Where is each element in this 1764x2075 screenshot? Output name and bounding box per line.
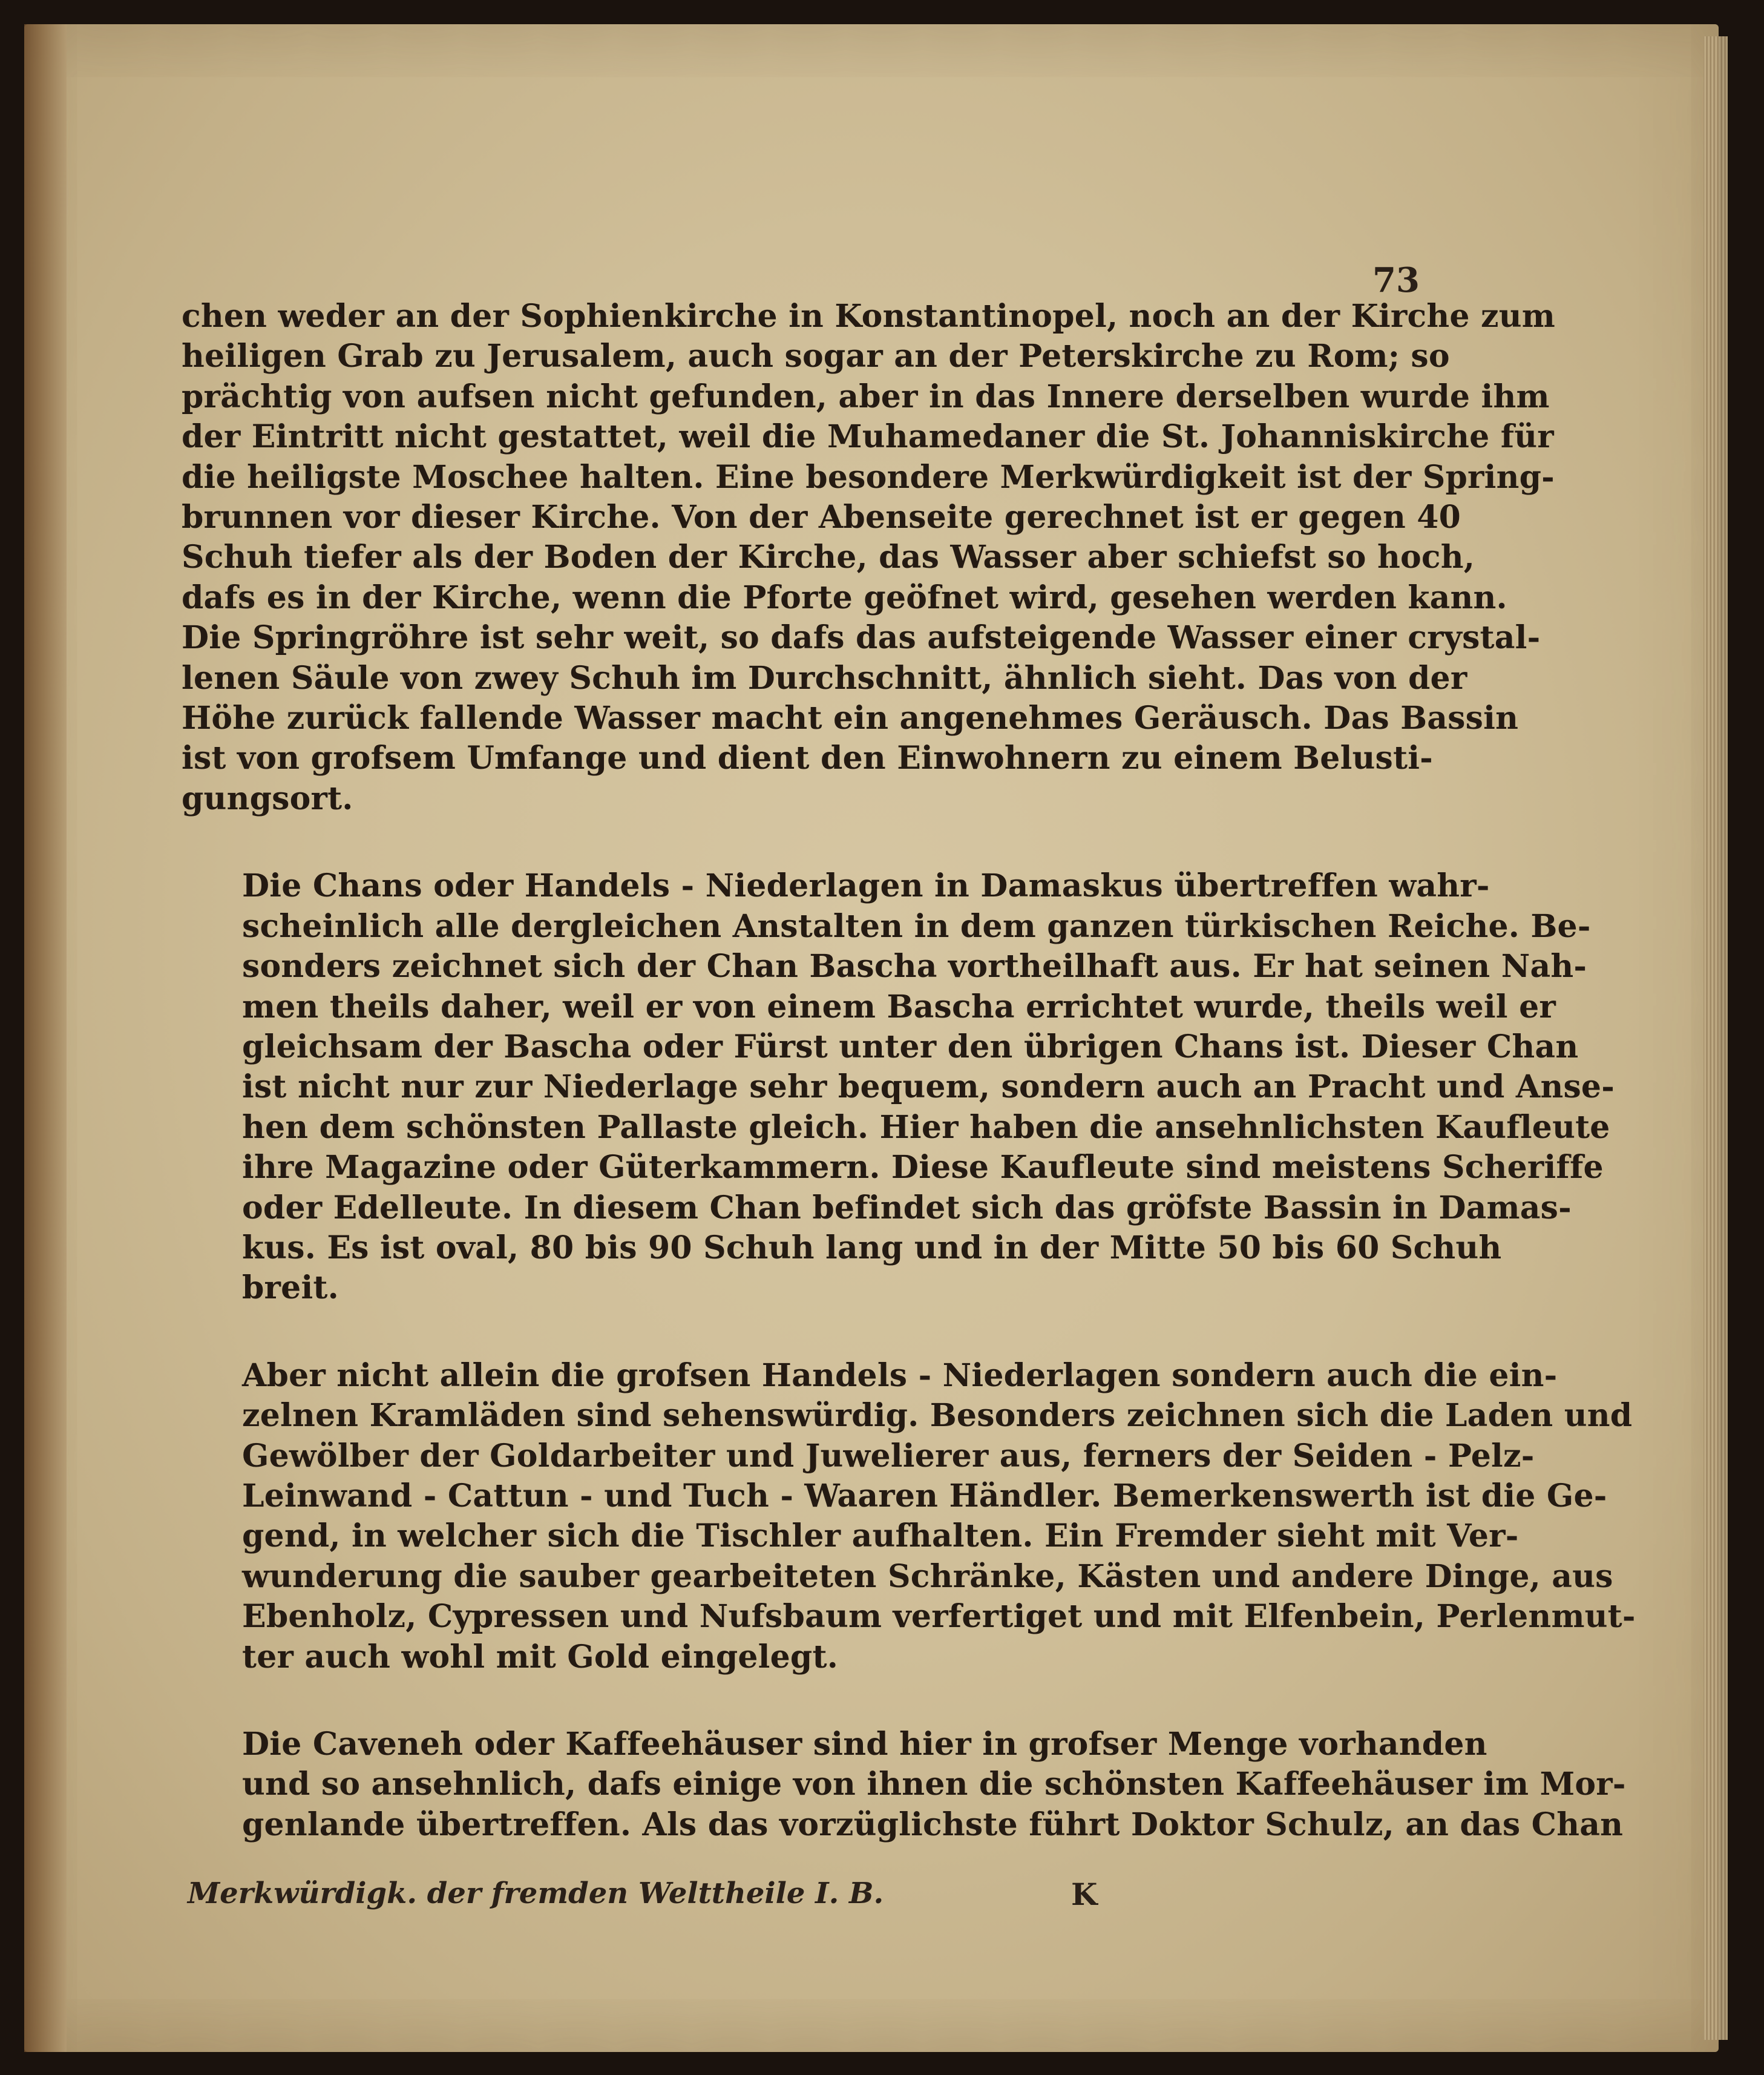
text-line: gend, in welcher sich die Tischler aufhalten. Ein Fremder sieht mit Ver- [242, 1518, 1519, 1555]
page-edges [1703, 36, 1728, 2040]
paragraph-2 [182, 866, 1615, 1308]
body-text [182, 297, 1636, 1845]
text-line: scheinlich alle dergleichen Anstalten in dem ganzen türkischen Reiche. Be- [242, 907, 1591, 945]
text-line: ihre Magazine oder Güterkammern. Diese Kaufleute sind meistens Scheriffe [242, 1149, 1604, 1186]
text-line: und so ansehnlich, dafs einige von ihnen die schönsten Kaffeehäuser im Mor- [242, 1766, 1626, 1803]
text-line: kus. Es ist oval, 80 bis 90 Schuh lang und in der Mitte 50 bis 60 Schuh [242, 1229, 1502, 1266]
text-line: wunderung die sauber gearbeiteten Schränke, Kästen und andere Dinge, aus [242, 1557, 1613, 1595]
text-line: gleichsam der Bascha oder Fürst unter den übrigen Chans ist. Dieser Chan [242, 1028, 1579, 1065]
text-line: sonders zeichnet sich der Chan Bascha vortheilhaft aus. Er hat seinen Nah- [242, 948, 1587, 985]
text-line: Ebenholz, Cypressen und Nufsbaum verfertiget und mit Elfenbein, Perlenmut- [242, 1598, 1636, 1636]
text-line: men theils daher, weil er von einem Bascha errichtet wurde, theils weil er [242, 988, 1556, 1025]
text-line: ist nicht nur zur Niederlage sehr bequem, sondern auch an Pracht und Anse- [242, 1068, 1615, 1106]
text-line: prächtig von aufsen nicht gefunden, aber in das Innere derselben wurde ihm [182, 378, 1550, 415]
text-line: ist von grofsem Umfange und dient den Einwohnern zu einem Belusti- [182, 740, 1433, 777]
text-line: Die Caveneh oder Kaffeehäuser sind hier in grofser Menge vorhanden [242, 1726, 1487, 1763]
paragraph-3 [182, 1356, 1636, 1677]
text-line: ter auch wohl mit Gold eingelegt. [242, 1638, 839, 1675]
running-footer-title: Merkwürdigk. der fremden Welttheile I. B. [188, 1876, 884, 1910]
text-line: oder Edelleute. In diesem Chan befindet sich das gröfste Bassin in Damas- [242, 1189, 1572, 1226]
text-line: Schuh tiefer als der Boden der Kirche, das Wasser aber schiefst so hoch, [182, 539, 1475, 576]
text-line: breit. [242, 1269, 339, 1307]
text-line: heiligen Grab zu Jerusalem, auch sogar an der Peterskirche zu Rom; so [182, 338, 1450, 375]
text-line: Höhe zurück fallende Wasser macht ein angenehmes Geräusch. Das Bassin [182, 700, 1519, 737]
text-line: der Eintritt nicht gestattet, weil die Muhamedaner die St. Johanniskirche für [182, 418, 1554, 456]
text-line: hen dem schönsten Pallaste gleich. Hier haben die ansehnlichsten Kaufleute [242, 1108, 1610, 1146]
text-line: Aber nicht allein die grofsen Handels - Niederlagen sondern auch die ein- [242, 1356, 1558, 1394]
page-number: 73 [1372, 260, 1420, 300]
text-line: dafs es in der Kirche, wenn die Pforte geöfnet wird, gesehen werden kann. [182, 579, 1507, 616]
text-line: chen weder an der Sophienkirche in Konstantinopel, noch an der Kirche zum [182, 298, 1555, 335]
text-line: Die Chans oder Handels - Niederlagen in Damaskus übertreffen wahr- [242, 867, 1490, 905]
text-line: Leinwand - Cattun - und Tuch - Waaren Händler. Bemerkenswerth ist die Ge- [242, 1477, 1607, 1514]
text-line: lenen Säule von zwey Schuh im Durchschnitt, ähnlich sieht. Das von der [182, 659, 1467, 697]
paragraph-4 [182, 1725, 1626, 1845]
book-gutter [24, 24, 67, 2052]
text-line: Die Springröhre ist sehr weit, so dafs das aufsteigende Wasser einer crystal- [182, 619, 1541, 657]
paragraph-1 [182, 297, 1555, 819]
text-line: zelnen Kramläden sind sehenswürdig. Besonders zeichnen sich die Laden und [242, 1397, 1633, 1435]
text-line: genlande übertreffen. Als das vorzüglichste führt Doktor Schulz, an das Chan [242, 1806, 1624, 1843]
text-line: die heiligste Moschee halten. Eine besondere Merkwürdigkeit ist der Spring- [182, 458, 1555, 496]
text-line: Gewölber der Goldarbeiter und Juwelierer aus, ferners der Seiden - Pelz- [242, 1437, 1535, 1475]
text-line: brunnen vor dieser Kirche. Von der Abenseite gerechnet ist er gegen 40 [182, 499, 1461, 536]
text-line: gungsort. [182, 780, 353, 817]
signature-mark: K [1071, 1876, 1098, 1912]
